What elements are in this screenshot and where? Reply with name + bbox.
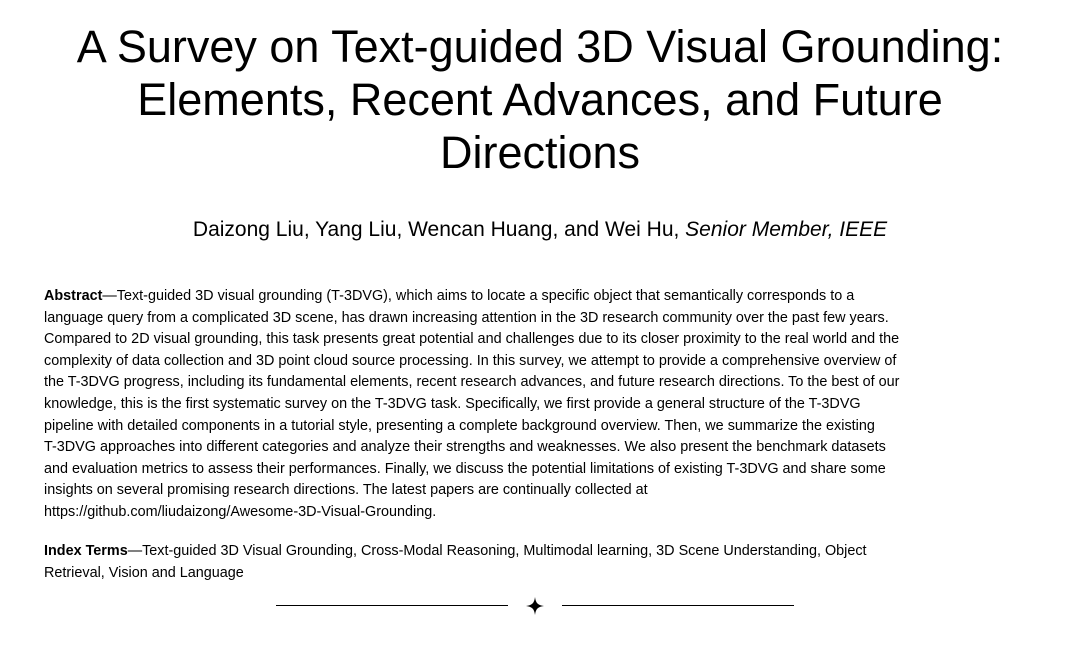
author-list (0, 216, 1080, 244)
author-names: Daizong Liu, Yang Liu, Wencan Huang, and Wei Hu, (192, 218, 686, 241)
title-line-3: Directions (439, 127, 641, 178)
title-line-1: A Survey on Text-guided 3D Visual Grounding: (76, 21, 1004, 72)
four-point-star-icon (525, 596, 545, 616)
index-terms (44, 541, 1034, 584)
abstract-line: insights on several promising research directions. The latest papers are continually collected at (44, 482, 648, 499)
abstract-line: knowledge, this is the first systematic survey on the T-3DVG task. Specifically, we first provide a general structure of the T-3DVG (44, 395, 861, 412)
abstract-label: Abstract (44, 288, 103, 304)
section-divider (276, 596, 794, 616)
abstract-line: T-3DVG approaches into different categories and analyze their strengths and weaknesses. We also present the benchmark datasets (44, 439, 886, 456)
divider-rule-left (276, 605, 508, 606)
abstract-line: Compared to 2D visual grounding, this task presents great potential and challenges due to its closer proximity to the real world and the (44, 331, 900, 348)
title-line-2: Elements, Recent Advances, and Future (137, 74, 943, 125)
abstract-line (44, 286, 1034, 308)
index-terms-line: Retrieval, Vision and Language (44, 564, 244, 581)
abstract (44, 286, 1034, 524)
abstract-line: language query from a complicated 3D scene, has drawn increasing attention in the 3D research community over the past few years. (44, 309, 889, 326)
index-terms-text: —Text-guided 3D Visual Grounding, Cross-Modal Reasoning, Multimodal learning, 3D Scene Understanding, Object (127, 543, 867, 559)
index-terms-label: Index Terms (44, 543, 128, 559)
divider-rule-right (562, 605, 794, 606)
author-role: Senior Member, IEEE (685, 218, 888, 241)
index-terms-line (44, 541, 1034, 563)
abstract-line: and evaluation metrics to assess their performances. Finally, we discuss the potential limitations of existing T-3DVG and share some (44, 460, 886, 477)
abstract-text: —Text-guided 3D visual grounding (T-3DVG), which aims to locate a specific object that semantically corresponds to a (102, 288, 855, 304)
abstract-line: the T-3DVG progress, including its fundamental elements, recent research advances, and future research directions. To the best of our (44, 374, 900, 391)
abstract-line: complexity of data collection and 3D point cloud source processing. In this survey, we attempt to provide a comprehensive overview of (44, 352, 897, 369)
paper-title (0, 20, 1080, 179)
abstract-github-link[interactable]: https://github.com/liudaizong/Awesome-3D-Visual-Grounding. (44, 503, 437, 520)
abstract-line: pipeline with detailed components in a tutorial style, presenting a complete background overview. Then, we summarize the existing (44, 417, 875, 434)
